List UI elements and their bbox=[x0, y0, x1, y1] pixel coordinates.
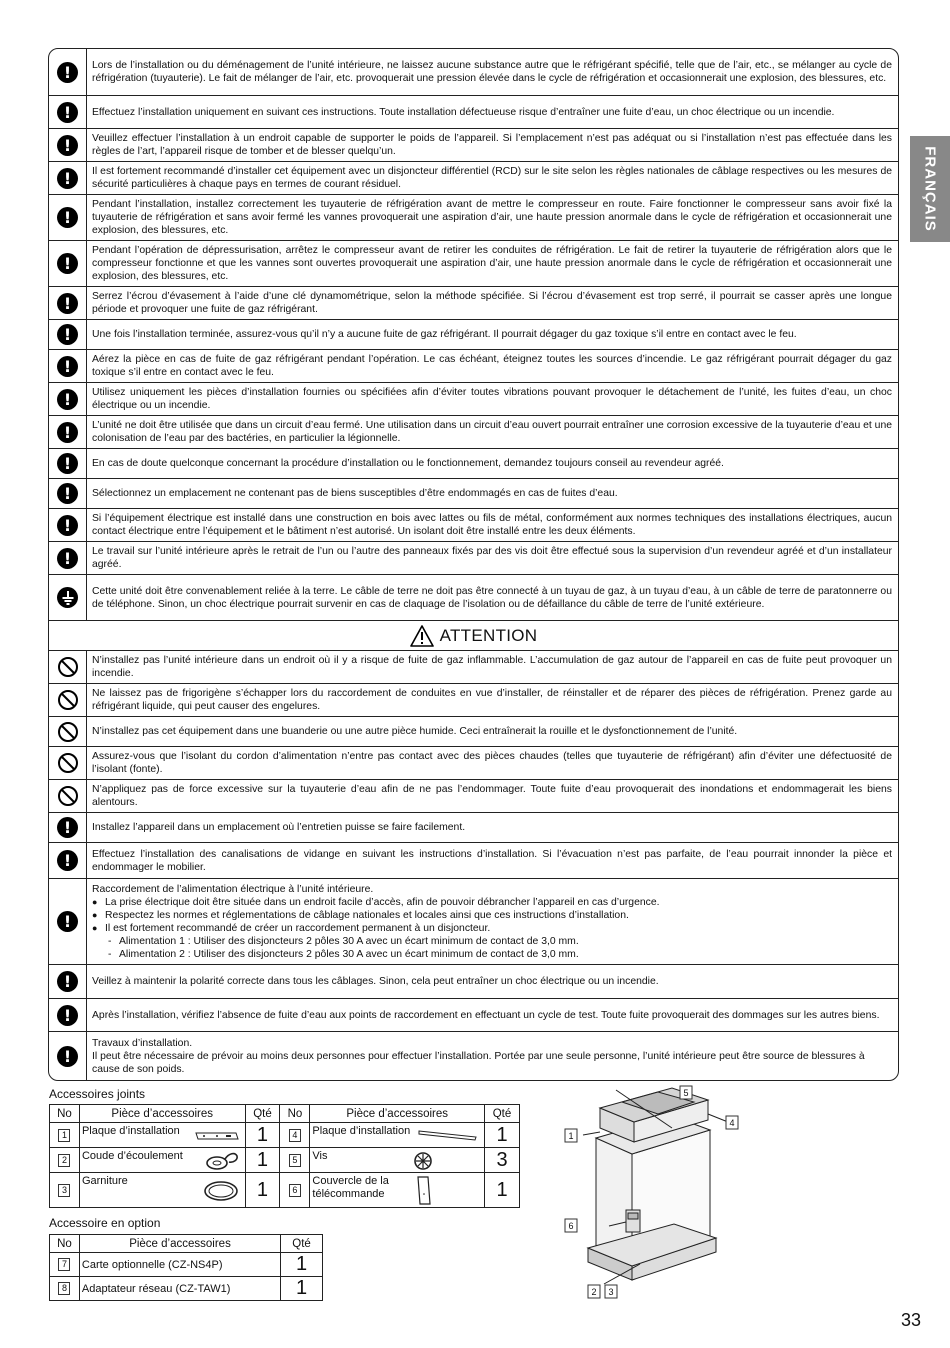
table-row bbox=[50, 1173, 520, 1208]
warning-text: Pendant l’opération de dépressurisation, arrêtez le compresseur avant de retirer les conduites de réfrigération. Le fait de retirer la tuyauterie de réfrigération alors que le compresseur fonctionne et que les vannes sont ouvertes provoquerait une aspiration d’air, une haute pression anormale dans le cycle de réfrigération et occasionnerait une explosion, des blessures, etc. bbox=[92, 245, 892, 282]
diagram-label: 4 bbox=[729, 1118, 735, 1128]
mandatory-icon: ! bbox=[57, 293, 78, 314]
item-name: Couvercle de la télécommande bbox=[312, 1175, 389, 1200]
caution-text: Veillez à maintenir la polarité correcte dans tous les câblages. Sinon, cela peut entraîner un choc électrique ou un incendie. bbox=[92, 976, 659, 987]
warning-row bbox=[49, 541, 898, 574]
works-title: Travaux d’installation. bbox=[92, 1037, 193, 1049]
mandatory-icon: ! bbox=[57, 548, 78, 569]
warning-row bbox=[49, 574, 898, 620]
caution-row bbox=[49, 964, 898, 998]
caution-text: N’installez pas cet équipement dans une buanderie ou une autre pièce humide. Ceci entraînerait la rouille et le dysfonctionnement de l’unité. bbox=[92, 726, 738, 737]
warning-row bbox=[49, 161, 898, 194]
power-bullet: ● La prise électrique doit être située dans un endroit facile d’accès, afin de pouvoir débrancher l’appareil en cas d’urgence. bbox=[92, 896, 892, 909]
item-name: Carte optionnelle (CZ-NS4P) bbox=[79, 1253, 280, 1277]
caution-text: N’appliquez pas de force excessive sur la tuyauterie d’eau afin de ne pas l’endommager. Toute fuite d’eau provoquerait des inondations et endommagerait les biens alentours. bbox=[92, 784, 892, 808]
warning-text: L’unité ne doit être utilisée que dans un circuit d’eau fermé. Une utilisation dans un circuit d’eau ouvert pourrait entraîner une corrosion excessive de la tuyauterie d’eau et une colonisation de l’eau par des bactéries, en particulier la légionnelle. bbox=[92, 420, 892, 444]
item-name: Plaque d’installation bbox=[81, 1125, 180, 1137]
col-no: No bbox=[280, 1105, 310, 1123]
warning-row bbox=[49, 240, 898, 286]
mandatory-icon: ! bbox=[57, 324, 78, 345]
caution-row bbox=[49, 842, 898, 878]
item-number: 1 bbox=[58, 1129, 70, 1142]
mandatory-icon: ! bbox=[57, 168, 78, 189]
optional-accessory-title: Accessoire en option bbox=[49, 1216, 161, 1230]
diagram-label: 3 bbox=[608, 1287, 614, 1297]
warning-text: En cas de doute quelconque concernant la procédure d’installation ou le fonctionnement, demandez toujours conseil au revendeur agréé. bbox=[92, 458, 724, 469]
mandatory-icon: ! bbox=[57, 817, 78, 838]
col-qty: Qté bbox=[281, 1235, 323, 1253]
mandatory-icon: ! bbox=[57, 453, 78, 474]
warning-row bbox=[49, 194, 898, 240]
item-number: 4 bbox=[289, 1129, 301, 1142]
warning-text: Sélectionnez un emplacement ne contenant pas de biens susceptibles d’être endommagés en cas de fuites d’eau. bbox=[92, 488, 618, 499]
prohibited-icon bbox=[58, 657, 78, 677]
item-name: Garniture bbox=[81, 1175, 128, 1187]
power-bullet: ● Respectez les normes et réglementations de câblage nationales et locales ainsi que ces instructions d’installation. bbox=[92, 909, 892, 922]
item-qty: 3 bbox=[485, 1148, 520, 1173]
caution-row bbox=[49, 683, 898, 716]
prohibited-icon bbox=[58, 786, 78, 806]
diagram-label: 6 bbox=[568, 1221, 574, 1231]
prohibited-icon bbox=[58, 753, 78, 773]
mandatory-icon: ! bbox=[57, 483, 78, 504]
table-row bbox=[50, 1277, 323, 1301]
power-bullet: ● Il est fortement recommandé de créer un raccordement permanent à un disjoncteur. bbox=[92, 922, 892, 935]
item-name: Coude d’écoulement bbox=[81, 1150, 183, 1162]
warning-triangle-icon bbox=[410, 625, 434, 647]
attention-title: ATTENTION bbox=[439, 625, 538, 645]
warning-text: Lors de l’installation ou du déménagement de l’unité intérieure, ne laissez aucune substance autre que le réfrigérant spécifié, telle que de l’air, etc., se mélanger au cycle de réfrigération (tuyauterie). Le fait de mélanger de l’air, etc. provoquerait une pression élevée dans le cycle de réfrigération et occasionnerait une explosion, des blessures, etc. bbox=[92, 60, 892, 84]
optional-accessory-table bbox=[49, 1234, 323, 1301]
accessories-table bbox=[49, 1104, 520, 1208]
warning-row bbox=[49, 415, 898, 448]
warning-row bbox=[49, 349, 898, 382]
drain-elbow-icon bbox=[205, 1150, 239, 1172]
mounting-plate-icon bbox=[195, 1130, 239, 1142]
warning-text: Pendant l’installation, installez correctement les tuyauterie de réfrigération avant de mettre le compresseur en route. Faire fonctionner le compresseur sans avoir fixé la tuyauterie de réfrigération et sans avoir fermé les vannes provoquerait une aspiration d’air, une haute pression anormale dans le cycle de réfrigération et occasionnerait une explosion, des blessures, etc. bbox=[92, 199, 892, 236]
warning-text: Serrez l’écrou d’évasement à l’aide d’une clé dynamométrique, selon la méthode spécifiée. Si l’écrou d’évasement est trop serré, il pourrait se casser après une longue période et provoquer une fuite de gaz réfrigérant. bbox=[92, 291, 892, 315]
item-qty: 1 bbox=[245, 1173, 280, 1208]
gasket-icon bbox=[203, 1179, 239, 1203]
diagram-label: 2 bbox=[591, 1287, 597, 1297]
warning-row bbox=[49, 128, 898, 161]
caution-row bbox=[49, 1031, 898, 1080]
mandatory-icon: ! bbox=[57, 102, 78, 123]
item-number: 7 bbox=[58, 1258, 70, 1271]
item-number: 8 bbox=[58, 1282, 70, 1295]
mandatory-icon: ! bbox=[57, 62, 78, 83]
caution-row bbox=[49, 812, 898, 842]
item-name: Adaptateur réseau (CZ-TAW1) bbox=[79, 1277, 280, 1301]
caution-text: Ne laissez pas de frigorigène s’échapper lors du raccordement de conduites en vue d’installer, de réinstaller et de réparer des pièces de réfrigération. Prenez garde au réfrigérant liquide, qui peut causer des engelures. bbox=[92, 688, 892, 712]
warning-row bbox=[49, 448, 898, 478]
mounting-bar-icon bbox=[418, 1129, 478, 1141]
power-connection-row bbox=[49, 878, 898, 964]
prohibited-icon bbox=[58, 722, 78, 742]
col-no: No bbox=[50, 1235, 80, 1253]
screw-icon bbox=[412, 1150, 434, 1172]
warning-text: Cette unité doit être convenablement reliée à la terre. Le câble de terre ne doit pas être connecté à un tuyau de gaz, à un tuyau d’eau, à un câble de terre de paratonnerre ou de téléphone. Sinon, un choc électrique pourrait survenir en cas de claquage de l’isolation ou de défaillance du câble de terre de l’unité extérieure. bbox=[92, 585, 892, 610]
item-number: 6 bbox=[289, 1184, 301, 1197]
mandatory-icon: ! bbox=[57, 971, 78, 992]
item-name: Plaque d’installation bbox=[312, 1125, 411, 1137]
warning-row bbox=[49, 286, 898, 319]
warning-row bbox=[49, 319, 898, 349]
caution-row bbox=[49, 650, 898, 683]
warning-text: Une fois l’installation terminée, assurez-vous qu’il n’y a aucune fuite de gaz réfrigérant. Il pourrait dégager du gaz toxique s’il entre en contact avec le feu. bbox=[92, 329, 797, 340]
safety-warnings-box bbox=[48, 48, 899, 1081]
warning-text: Utilisez uniquement les pièces d’installation fournies ou spécifiées afin d’éviter toutes vibrations pouvant provoquer le détachement de l’unité, les fuites d’eau, un choc électrique ou un incendie. bbox=[92, 387, 892, 411]
col-no: No bbox=[50, 1105, 80, 1123]
warning-text: Le travail sur l’unité intérieure après le retrait de l’un ou l’autre des panneaux fixés par des vis doit être effectué sous la supervision d’un revendeur agréé et d’un installateur agréé. bbox=[92, 546, 892, 570]
page-number: 33 bbox=[901, 1310, 922, 1330]
table-row bbox=[50, 1148, 520, 1173]
caution-text: Assurez-vous que l’isolant du cordon d’alimentation n’entre pas contact avec des pièces chaudes (telles que tuyauterie de réfrigérant) afin d’éviter une défectuosité de l’isolant (fonte). bbox=[92, 751, 892, 775]
col-piece: Pièce d’accessoires bbox=[79, 1105, 245, 1123]
mandatory-icon: ! bbox=[57, 422, 78, 443]
language-tab-label: FRANÇAIS bbox=[921, 146, 939, 232]
warning-row bbox=[49, 95, 898, 128]
works-text: Il peut être nécessaire de prévoir au moins deux personnes pour effectuer l’installation. Portée par une seule personne, l’unité intérieure peut être source de blessures à cause de son poids. bbox=[92, 1050, 865, 1075]
item-number: 5 bbox=[289, 1154, 301, 1167]
mandatory-icon: ! bbox=[57, 911, 78, 932]
item-qty: 1 bbox=[485, 1173, 520, 1208]
col-qty: Qté bbox=[485, 1105, 520, 1123]
power-sub-item: - Alimentation 2 : Utiliser des disjoncteurs 2 pôles 30 A avec un écart minimum de contact de 3,0 mm. bbox=[92, 948, 892, 961]
diagram-label: 5 bbox=[683, 1088, 689, 1098]
warning-row bbox=[49, 478, 898, 508]
caution-row bbox=[49, 998, 898, 1031]
mandatory-icon: ! bbox=[57, 135, 78, 156]
accessories-title: Accessoires joints bbox=[49, 1087, 146, 1101]
caution-text: Après l’installation, vérifiez l’absence de fuite d’eau aux points de raccordement en effectuant un cycle de test. Toute fuite provoquerait des dommages sur les autres biens. bbox=[92, 1009, 880, 1021]
mandatory-icon: ! bbox=[57, 515, 78, 536]
warning-row bbox=[49, 49, 898, 95]
remote-cover-icon bbox=[416, 1176, 432, 1206]
warning-text: Aérez la pièce en cas de fuite de gaz réfrigérant pendant l’opération. Le cas échéant, éteignez toutes les sources d’incendie. Le gaz réfrigérant pourrait dégager du gaz toxique s’il entre en contact avec le feu. bbox=[92, 354, 892, 378]
warning-row bbox=[49, 382, 898, 415]
col-piece: Pièce d’accessoires bbox=[79, 1235, 280, 1253]
caution-text: N’installez pas l’unité intérieure dans un endroit où il y a risque de fuite de gaz inflammable. L’accumulation de gaz autour de l’appareil en cas de fuite peut provoquer un incendie. bbox=[92, 655, 892, 679]
table-row bbox=[50, 1253, 323, 1277]
warning-row bbox=[49, 508, 898, 541]
item-qty: 1 bbox=[281, 1277, 323, 1301]
table-row bbox=[50, 1123, 520, 1148]
mandatory-icon: ! bbox=[57, 207, 78, 228]
item-qty: 1 bbox=[485, 1123, 520, 1148]
item-number: 2 bbox=[58, 1154, 70, 1167]
item-qty: 1 bbox=[245, 1148, 280, 1173]
power-sub-item: - Alimentation 1 : Utiliser des disjoncteurs 2 pôles 30 A avec un écart minimum de contact de 3,0 mm. bbox=[92, 935, 892, 948]
item-name: Vis bbox=[312, 1150, 328, 1162]
earth-ground-icon bbox=[57, 587, 78, 608]
item-qty: 1 bbox=[245, 1123, 280, 1148]
language-tab bbox=[910, 136, 950, 242]
mandatory-icon: ! bbox=[57, 356, 78, 377]
indoor-unit-diagram bbox=[560, 1084, 750, 1302]
caution-row bbox=[49, 746, 898, 779]
warning-text: Il est fortement recommandé d’installer cet équipement avec un disjoncteur différentiel (RCD) sur le site selon les règles nationales de câblage respectives ou les mesures de sécurité particulières à chaque pays en termes de courant résiduel. bbox=[92, 166, 892, 190]
warning-text: Si l’équipement électrique est installé dans une construction en bois avec lattes ou fils de métal, conformément aux normes techniques des installations électriques, aucun contact électrique entre l’équipement et le bâtiment n’est autorisé. Un isolant doit être installé entre les deux éléments. bbox=[92, 513, 892, 537]
mandatory-icon: ! bbox=[57, 253, 78, 274]
item-qty: 1 bbox=[281, 1253, 323, 1277]
prohibited-icon bbox=[58, 690, 78, 710]
diagram-label: 1 bbox=[568, 1131, 574, 1141]
caution-text: Installez l’appareil dans un emplacement où l’entretien puisse se faire facilement. bbox=[92, 822, 466, 833]
warning-text: Veuillez effectuer l’installation à un endroit capable de supporter le poids de l’appareil. Si l’emplacement n’est pas adéquat ou si l’installation n’est pas effectuée dans les règles de l’art, l’appareil risque de tomber et de blesser quelqu’un. bbox=[92, 133, 892, 157]
warning-text: Effectuez l’installation uniquement en suivant ces instructions. Toute installation défectueuse risque d’entraîner une fuite d’eau, un choc électrique ou un incendie. bbox=[92, 106, 835, 118]
col-piece: Pièce d’accessoires bbox=[310, 1105, 485, 1123]
power-title: Raccordement de l’alimentation électrique à l’unité intérieure. bbox=[92, 883, 374, 895]
caution-text: Effectuez l’installation des canalisations de vidange en suivant les instructions d’installation. Si l’évacuation n’est pas parfaite, de l’eau pourrait innonder la pièce et endommager le mobilier. bbox=[92, 848, 892, 873]
caution-row bbox=[49, 779, 898, 812]
col-qty: Qté bbox=[245, 1105, 280, 1123]
caution-row bbox=[49, 716, 898, 746]
mandatory-icon: ! bbox=[57, 389, 78, 410]
item-number: 3 bbox=[58, 1184, 70, 1197]
mandatory-icon: ! bbox=[57, 1046, 78, 1067]
mandatory-icon: ! bbox=[57, 850, 78, 871]
attention-header bbox=[49, 620, 898, 650]
mandatory-icon: ! bbox=[57, 1005, 78, 1026]
